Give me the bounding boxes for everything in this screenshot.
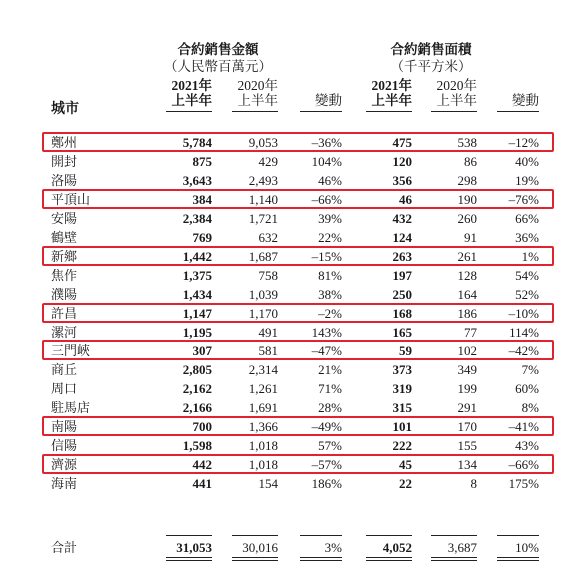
total-double-rule — [431, 560, 477, 561]
amt-2021-cell: 1,147 — [182, 305, 212, 321]
area-2021-cell: 168 — [392, 305, 412, 321]
amt-2020-cell: 1,018 — [248, 457, 278, 473]
amt-change-cell: 186% — [311, 476, 342, 492]
area-2021-cell: 46 — [399, 191, 412, 207]
amt-2021-cell: 5,784 — [182, 135, 212, 150]
table-row — [0, 228, 587, 247]
area-2020-cell: 102 — [457, 343, 477, 359]
total-area-2021: 4,052 — [382, 540, 412, 555]
highlight-box — [42, 189, 554, 209]
city-name: 漯河 — [51, 324, 78, 340]
city-name: 信陽 — [51, 438, 78, 454]
amt-change-cell: 21% — [318, 362, 342, 378]
total-double-rule — [232, 560, 278, 561]
amt-change-cell: 57% — [318, 438, 342, 454]
area-change-cell: 60% — [515, 381, 539, 397]
amt-change-cell: –49% — [311, 419, 342, 435]
amt-2021-cell: 700 — [192, 419, 212, 435]
amt-2021-cell: 384 — [192, 191, 212, 207]
amt-2020-cell: 154 — [258, 476, 278, 492]
city-name: 海南 — [51, 476, 78, 492]
total-rule-top — [431, 535, 477, 536]
city-name: 鄭州 — [51, 135, 78, 150]
amt-2020-cell: 1,366 — [248, 419, 278, 435]
amt-change-cell: 71% — [318, 381, 342, 397]
total-double-rule — [300, 557, 342, 558]
area-2021-cell: 120 — [392, 153, 412, 169]
total-double-rule — [366, 560, 412, 561]
area-2020-cell: 91 — [464, 229, 477, 245]
area-2020-cell: 190 — [457, 191, 477, 207]
area-2020-cell: 349 — [457, 362, 477, 378]
amt-2021-cell: 2,384 — [182, 210, 212, 226]
total-amt-change: 3% — [324, 540, 342, 555]
amt-2021-cell: 307 — [192, 343, 212, 359]
total-area-2020: 3,687 — [447, 540, 477, 555]
amt-change-cell: –15% — [311, 248, 342, 264]
area-change-cell: 43% — [515, 438, 539, 454]
total-rule-top — [366, 535, 412, 536]
total-rule-top — [497, 535, 539, 536]
area-2020-cell: 77 — [464, 324, 477, 340]
amt-2021-cell: 441 — [192, 476, 212, 492]
amt-2021-cell: 3,643 — [182, 172, 212, 188]
amt-2020-cell: 632 — [258, 229, 278, 245]
table-row — [0, 379, 587, 398]
area-2021-cell: 475 — [392, 135, 412, 150]
area-2020-cell: 186 — [457, 305, 477, 321]
total-double-rule — [431, 557, 477, 558]
amt-2021-cell: 442 — [192, 457, 212, 473]
amt-change-cell: 38% — [318, 286, 342, 302]
table-row — [0, 209, 587, 228]
city-name: 新鄉 — [51, 248, 78, 264]
city-name: 濟源 — [51, 457, 78, 473]
amt-change-cell: 39% — [318, 210, 342, 226]
area-2021-cell: 319 — [392, 381, 412, 397]
table-row — [0, 398, 587, 417]
total-double-rule — [232, 557, 278, 558]
area-2021-cell: 356 — [392, 172, 412, 188]
table-row — [0, 436, 587, 455]
table-row — [0, 285, 587, 304]
area-2020-header: 2020年 上半年 — [436, 78, 477, 108]
total-rule-top — [300, 535, 342, 536]
city-name: 商丘 — [51, 362, 78, 378]
amt-2020-cell: 1,039 — [248, 286, 278, 302]
area-2021-header: 2021年 上半年 — [371, 78, 412, 108]
amt-2021-cell: 1,442 — [182, 248, 212, 264]
amt-change-cell: –47% — [311, 343, 342, 359]
area-change-cell: –12% — [508, 135, 539, 150]
total-double-rule — [366, 557, 412, 558]
area-change-cell: 7% — [521, 362, 539, 378]
area-change-cell: 36% — [515, 229, 539, 245]
city-name: 洛陽 — [51, 172, 78, 188]
area-2020-cell: 261 — [457, 248, 477, 264]
amt-2020-cell: 758 — [258, 267, 278, 283]
area-2020-cell: 164 — [457, 286, 477, 302]
table-row — [0, 266, 587, 285]
total-area-change: 10% — [515, 540, 539, 555]
area-2020-cell: 128 — [457, 267, 477, 283]
amt-2021-cell: 875 — [192, 153, 212, 169]
area-2020-cell: 298 — [457, 172, 477, 188]
area-2021-cell: 165 — [392, 324, 412, 340]
amt-2021-header-rule — [166, 111, 212, 112]
city-name: 開封 — [51, 153, 78, 169]
highlight-box — [42, 132, 554, 152]
amt-2020-cell: 429 — [258, 153, 278, 169]
area-2020-cell: 291 — [457, 400, 477, 416]
amt-2020-cell: 9,053 — [248, 135, 278, 150]
amt-2021-cell: 2,805 — [182, 362, 212, 378]
total-rule-top — [166, 535, 212, 536]
area-2021-cell: 59 — [399, 343, 412, 359]
amt-2020-cell: 1,170 — [248, 305, 278, 321]
table-row — [0, 171, 587, 190]
area-2020-cell: 170 — [457, 419, 477, 435]
amt-2020-header: 2020年 上半年 — [237, 78, 278, 108]
area-2021-cell: 124 — [392, 229, 412, 245]
amt-change-cell: 81% — [318, 267, 342, 283]
area-2021-cell: 222 — [392, 438, 412, 454]
total-double-rule — [300, 560, 342, 561]
highlight-box — [42, 340, 554, 360]
highlight-box — [42, 246, 554, 266]
amt-2021-cell: 1,434 — [182, 286, 212, 302]
amt-2021-cell: 2,166 — [182, 400, 212, 416]
area-2020-header-rule — [431, 111, 477, 112]
amt-2020-cell: 491 — [258, 324, 278, 340]
area-change-cell: –10% — [508, 305, 539, 321]
city-name: 鶴壁 — [51, 229, 78, 245]
area-change-cell: 114% — [509, 324, 539, 340]
city-column-header: 城市 — [51, 102, 79, 117]
area-2021-cell: 22 — [399, 476, 412, 492]
amt-change-header: 變動 — [315, 93, 342, 108]
area-2020-cell: 260 — [457, 210, 477, 226]
table-row — [0, 474, 587, 493]
city-name: 安陽 — [51, 210, 78, 226]
area-change-cell: 8% — [521, 400, 539, 416]
amt-2020-cell: 2,314 — [248, 362, 278, 378]
area-change-cell: –41% — [508, 419, 539, 435]
city-name: 平頂山 — [51, 191, 91, 207]
city-name: 周口 — [51, 381, 78, 397]
city-name: 濮陽 — [51, 286, 78, 302]
amt-2020-cell: 1,018 — [248, 438, 278, 454]
sales-area-unit: （千平方米） — [390, 59, 472, 74]
amt-2021-header: 2021年 上半年 — [171, 78, 212, 108]
amt-2020-cell: 1,687 — [248, 248, 278, 264]
area-change-cell: –42% — [508, 343, 539, 359]
area-2020-cell: 538 — [457, 135, 477, 150]
area-change-cell: 54% — [515, 267, 539, 283]
amt-2020-cell: 1,261 — [248, 381, 278, 397]
area-change-cell: –66% — [508, 457, 539, 473]
area-change-cell: –76% — [508, 191, 539, 207]
area-change-cell: 1% — [521, 248, 539, 264]
sales-amount-title: 合約銷售金額 — [177, 42, 259, 57]
area-2020-cell: 86 — [464, 153, 477, 169]
highlight-box — [42, 416, 554, 436]
area-change-cell: 52% — [515, 286, 539, 302]
highlight-box — [42, 454, 554, 474]
area-2021-cell: 197 — [392, 267, 412, 283]
area-change-cell: 175% — [508, 476, 539, 492]
amt-2020-cell: 2,493 — [248, 172, 278, 188]
area-2021-header-rule — [366, 111, 412, 112]
table-row — [0, 360, 587, 379]
amt-2020-header-rule — [232, 111, 278, 112]
city-name: 焦作 — [51, 267, 78, 283]
amt-2021-cell: 2,162 — [182, 381, 212, 397]
area-change-header: 變動 — [512, 93, 539, 108]
amt-change-cell: –2% — [318, 305, 342, 321]
amt-2021-cell: 769 — [192, 229, 212, 245]
total-double-rule — [166, 557, 212, 558]
total-double-rule — [497, 557, 539, 558]
total-row — [0, 538, 587, 557]
sales-area-title: 合約銷售面積 — [390, 42, 472, 57]
area-2021-cell: 250 — [392, 286, 412, 302]
total-double-rule — [497, 560, 539, 561]
city-name: 許昌 — [51, 305, 78, 321]
amt-2020-cell: 1,140 — [248, 191, 278, 207]
amt-change-cell: –57% — [311, 457, 342, 473]
sales-amount-unit: （人民幣百萬元） — [164, 59, 272, 74]
amt-change-cell: 28% — [318, 400, 342, 416]
area-change-cell: 19% — [515, 172, 539, 188]
area-change-cell: 66% — [515, 210, 539, 226]
amt-2020-cell: 1,721 — [248, 210, 278, 226]
table-row — [0, 152, 587, 171]
area-2020-cell: 199 — [457, 381, 477, 397]
area-change-cell: 40% — [515, 153, 539, 169]
area-2020-cell: 8 — [470, 476, 477, 492]
amt-change-header-rule — [300, 111, 342, 112]
amt-change-cell: 143% — [311, 324, 342, 340]
total-amt-2020: 30,016 — [242, 540, 278, 555]
amt-change-cell: –66% — [311, 191, 342, 207]
amt-change-cell: 22% — [318, 229, 342, 245]
area-2020-cell: 134 — [457, 457, 477, 473]
total-rule-top — [232, 535, 278, 536]
amt-2020-cell: 581 — [258, 343, 278, 359]
highlight-box — [42, 303, 554, 323]
area-2021-cell: 263 — [392, 248, 412, 264]
total-amt-2021: 31,053 — [176, 540, 212, 555]
amt-change-cell: 104% — [311, 153, 342, 169]
area-2020-cell: 155 — [457, 438, 477, 454]
area-change-header-rule — [497, 111, 539, 112]
amt-2021-cell: 1,195 — [182, 324, 212, 340]
amt-2020-cell: 1,691 — [248, 400, 278, 416]
area-2021-cell: 101 — [392, 419, 412, 435]
area-2021-cell: 373 — [392, 362, 412, 378]
city-name: 三門峽 — [51, 343, 91, 359]
area-2021-cell: 45 — [399, 457, 412, 473]
amt-change-cell: –36% — [311, 135, 342, 150]
total-double-rule — [166, 560, 212, 561]
total-label: 合計 — [51, 540, 78, 555]
table-row — [0, 323, 587, 342]
city-name: 駐馬店 — [51, 400, 91, 416]
city-name: 南陽 — [51, 419, 78, 435]
area-2021-cell: 432 — [392, 210, 412, 226]
amt-change-cell: 46% — [318, 172, 342, 188]
amt-2021-cell: 1,598 — [182, 438, 212, 454]
area-2021-cell: 315 — [392, 400, 412, 416]
amt-2021-cell: 1,375 — [182, 267, 212, 283]
